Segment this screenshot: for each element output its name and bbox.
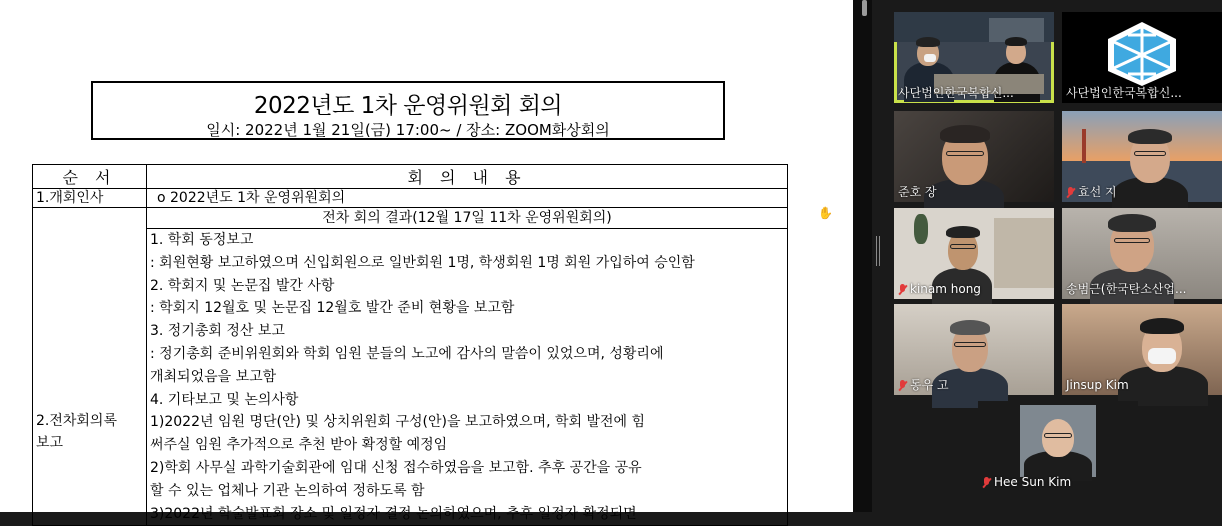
document-title-box [91,81,725,140]
video-tile[interactable] [1062,208,1222,299]
content-line: 1. 학회 동정보고 [150,232,254,248]
content-line: 3. 정기총회 정산 보고 [150,323,285,340]
video-tile[interactable] [894,208,1054,299]
content-line: 할 수 있는 업체나 기관 논의하여 정하도록 함 [150,482,425,499]
content-line: : 학회지 12월호 및 논문집 12월호 발간 준비 현황을 보고함 [150,300,515,317]
table-row [33,189,788,208]
document-subtitle: 일시: 2022년 1월 21일(금) 17:00~ / 장소: ZOOM화상회의 [206,121,610,139]
content-line: 2. 학회지 및 논문집 발간 사항 [150,277,335,294]
video-tile[interactable] [1062,12,1222,103]
hexagon-logo-icon [1104,20,1180,88]
row2-content-cell [147,208,788,526]
scrollbar-thumb[interactable] [862,0,867,16]
document-title: 2022년도 1차 운영위원회 회의 [253,93,563,119]
muted-mic-icon [1066,187,1075,198]
col-order-header: 순 서 [33,165,147,189]
tile-name-label: 동우 고 [898,378,949,392]
muted-mic-icon [898,380,907,391]
content-line: 개최되었음을 보고함 [150,368,277,385]
row1-content: o 2022년도 1차 운영위원회의 [147,189,788,208]
content-line: 써주실 임원 추가적으로 추천 받아 확정할 예정임 [150,437,448,454]
row1-label: 1.개회인사 [33,189,147,208]
video-tile[interactable] [894,12,1054,103]
video-tile[interactable] [1062,304,1222,395]
row2-label-b: 보고 [36,434,64,451]
bookshelf [994,218,1054,288]
table-row [33,208,788,526]
muted-mic-icon [982,477,991,488]
content-line: 1)2022년 임원 명단(안) 및 상치위원회 구성(안)을 보고하였으며, 학회 발전에 힘 [150,414,646,431]
bridge-tower [1082,129,1086,163]
tile-name-label: Jinsup Kim [1066,378,1129,392]
muted-mic-icon [898,284,907,295]
row2-label-cell [33,208,147,526]
video-tile[interactable] [978,401,1138,492]
content-line: 3)2022년 학술발표회 장소 및 일정자 결정 논의하였으며, 추후 일정자 확정되면 [150,505,637,522]
video-tile[interactable] [1062,111,1222,202]
col-content-header: 회 의 내 용 [147,165,788,189]
content-line: : 회원현황 보고하였으며 신입회원으로 일반회원 1명, 학생회원 1명 회원 가입하여 승인함 [150,254,695,271]
tile-name-label: 송범근(한국탄소산업... [1066,282,1187,296]
table-header-row [33,165,788,189]
split-divider[interactable] [853,0,872,512]
hand-cursor-icon: ✋ [818,206,833,220]
video-tile[interactable] [894,111,1054,202]
tile-name-label: Hee Sun Kim [982,475,1071,489]
tile-name-label: 사단법인한국복합신... [898,86,1014,100]
content-line: 2)학회 사무실 과학기술회관에 임대 신청 접수하였음을 보고함. 추후 공간을 공유 [150,459,642,476]
video-tile[interactable] [894,304,1054,395]
row2-heading: 전차 회의 결과(12월 17일 11차 운영위원회의) [147,208,787,229]
agenda-table [32,164,788,526]
tile-name-label: 준호 장 [898,185,937,199]
row2-label-a: 2.전차회의록 [36,412,117,429]
tile-name-label: kinam hong [898,282,981,296]
plant-shape [914,214,928,244]
content-line: : 정기총회 준비위원회와 학회 임원 분들의 노고에 감사의 말씀이 있었으며, 성황리에 [150,345,664,362]
tile-name-label: 효선 지 [1066,185,1117,199]
content-line: 4. 기타보고 및 논의사항 [150,391,299,408]
tile-name-label: 사단법인한국복합신... [1066,86,1182,100]
gallery-view [880,0,1222,512]
